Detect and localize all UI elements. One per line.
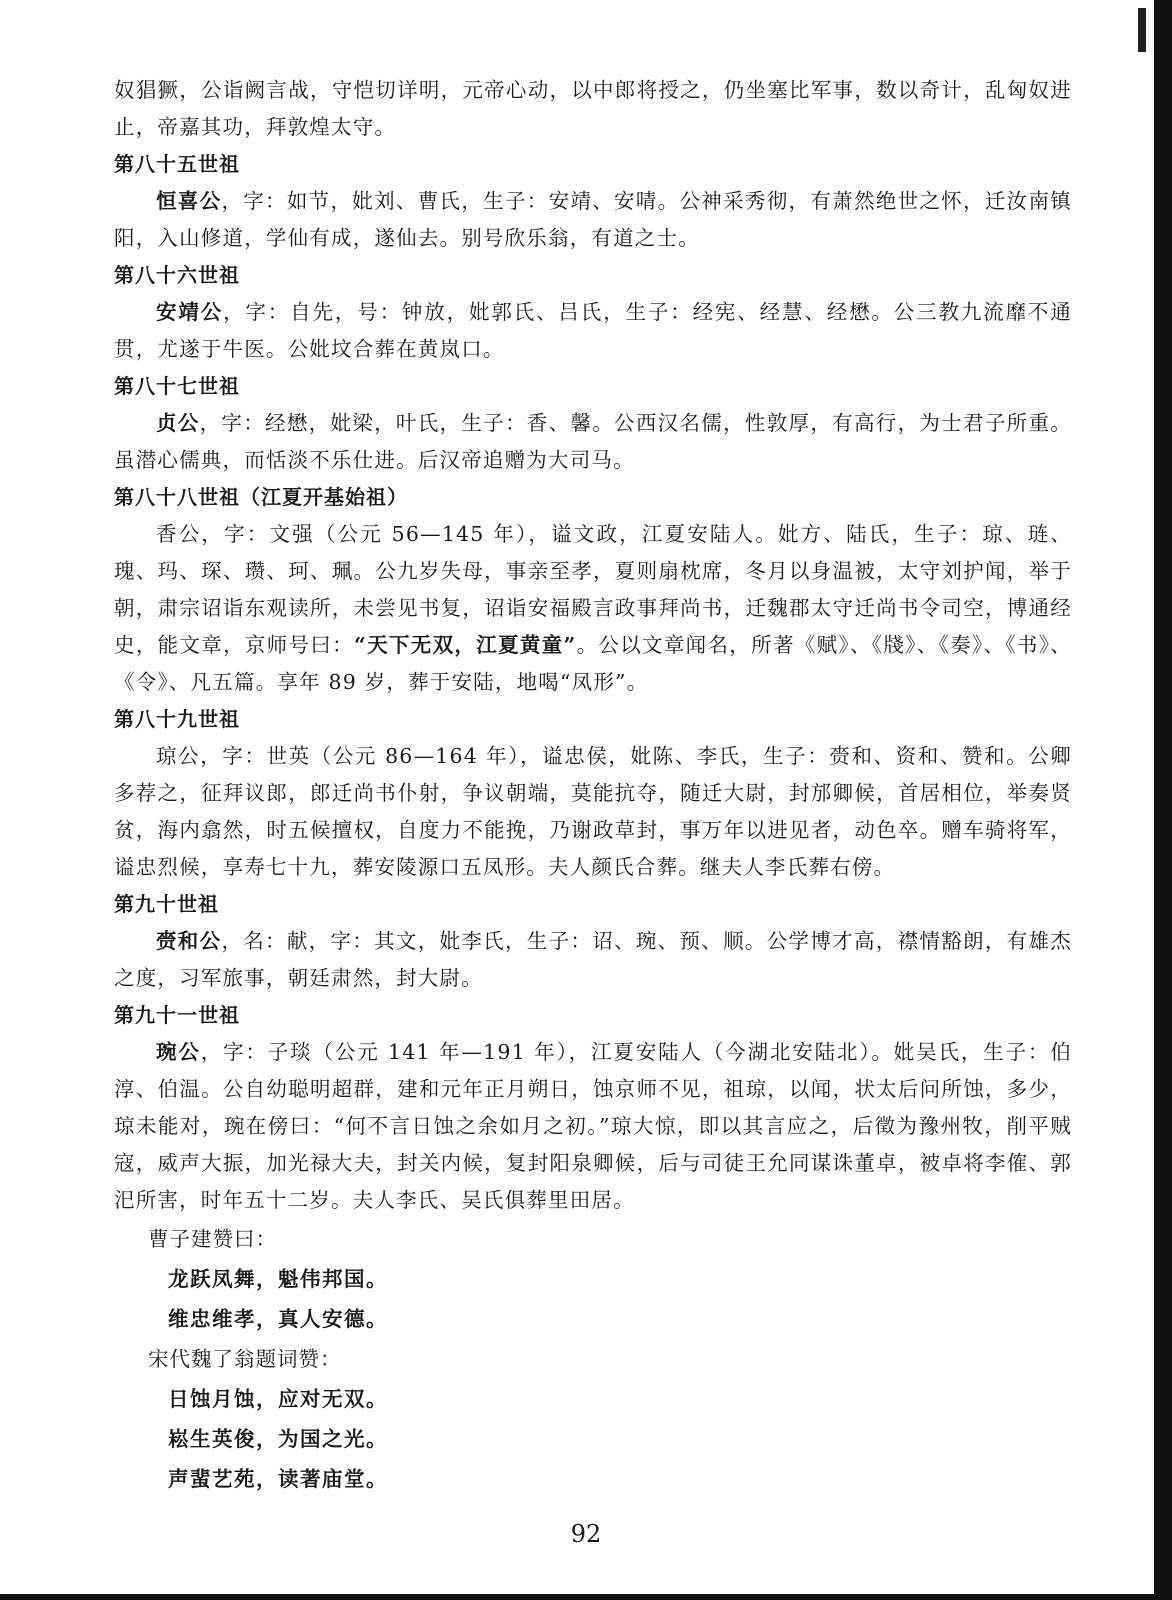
- paragraph-gen85: [114, 183, 1072, 257]
- poem-line: 崧生英俊，为国之光。: [168, 1427, 388, 1451]
- paragraph-gen86: [114, 294, 1072, 368]
- ancestor-name: 香公: [156, 522, 202, 546]
- paragraph-gen88: [114, 516, 1072, 701]
- paragraph-text: 。公以文章闻名，所著《赋》、《牋》、《奏》、《书》、《令》、凡五篇。享年 89 岁，葬于安陆，地喝“凤形”。: [114, 633, 1072, 694]
- heading-gen88: 第八十八世祖（江夏开基始祖）: [114, 485, 408, 509]
- scan-edge-bottom: [0, 1594, 1172, 1600]
- paragraph-gen87: [114, 405, 1072, 479]
- heading-gen86: 第八十六世祖: [114, 263, 240, 287]
- paragraph-gen91: [114, 1034, 1072, 1219]
- heading-gen90: 第九十世祖: [114, 892, 219, 916]
- paragraph-text: ，字：世英（公元 86—164 年），谥忠侯，妣陈、李氏，生子：赍和、资和、赞和。公卿多荐之，征拜议郎，郎迁尚书仆射，争议朝端，莫能抗夺，随迁大尉，封邡卿候，首居相位，举奏贤贫，海内翕然，时五候擅权，自度力不能挽，乃谢政草封，事万年以进见者，动色卒。赠车骑将军，谥忠烈候，享寿七十九，葬安陵源口五凤形。夫人颜氏合葬。继夫人李氏葬右傍。: [114, 744, 1072, 879]
- poem-intro-wei: 宋代魏了翁题词赞：: [148, 1347, 342, 1371]
- paragraph-gen89: [114, 738, 1072, 886]
- page-number: 92: [570, 1520, 602, 1548]
- paragraph-text: ，名：献，字：其文，妣李氏，生子：诏、琬、预、顺。公学博才高，襟情豁朗，有雄杰之度，习军旅事，朝廷肃然，封大尉。: [114, 929, 1072, 990]
- paragraph-gen90: [114, 923, 1072, 997]
- heading-gen87: 第八十七世祖: [114, 374, 240, 398]
- heading-gen89: 第八十九世祖: [114, 707, 240, 731]
- quote-text: “天下无双，江夏黄童”: [354, 633, 577, 657]
- paragraph-text: ，字：文强（公元 56—145 年），谥文政，江夏安陆人。妣方、陆氏，生子：琼、琏、瑰、玛、琛、瓒、珂、珮。公九岁失母，事亲至孝，夏则扇枕席，冬月以身温被，太守刘护闻，举于朝，肃宗诏诣东观读所，未尝见书复，诏诣安福殿言政事拜尚书，迁魏郡太守迁尚书令司空，博通经史，能文章，京师号曰：: [114, 522, 1072, 657]
- ancestor-name: 安靖公: [156, 300, 224, 324]
- scan-mark: [1138, 8, 1146, 52]
- ancestor-name: 恒喜公: [156, 189, 222, 213]
- scan-edge-right: [1154, 0, 1172, 1600]
- poem-line: 维忠维孝，真人安德。: [168, 1307, 388, 1331]
- paragraph-text: ，字：经懋，妣梁，叶氏，生子：香、馨。公西汉名儒，性敦厚，有高行，为士君子所重。虽潜心儒典，而恬淡不乐仕进。后汉帝追赠为大司马。: [114, 411, 1072, 472]
- paragraph-text: ，字：如节，妣刘、曹氏，生子：安靖、安啨。公神采秀彻，有萧然绝世之怀，迁汝南镇阳，入山修道，学仙有成，遂仙去。别号欣乐翁，有道之士。: [114, 189, 1072, 250]
- heading-gen85: 第八十五世祖: [114, 152, 240, 176]
- poem-line: 日蚀月蚀，应对无双。: [168, 1387, 388, 1411]
- ancestor-name: 琬公: [156, 1040, 201, 1064]
- ancestor-name: 赍和公: [156, 929, 222, 953]
- heading-gen91: 第九十一世祖: [114, 1003, 240, 1027]
- paragraph-text: ，字：子琰（公元 141 年—191 年），江夏安陆人（今湖北安陆北）。妣吴氏，生子：伯淳、伯温。公自幼聪明超群，建和元年正月朔日，蚀京师不见，祖琼，以闻，状太后问所蚀，多少，琼未能对，琬在傍曰：“何不言日蚀之余如月之初。”琼大惊，即以其言应之，后徵为豫州牧，削平贼寇，威声大振，加光禄大夫，封关内候，复封阳泉卿候，后与司徒王允同谋诛董卓，被卓将李傕、郭汜所害，时年五十二岁。夫人李氏、吴氏俱葬里田居。: [114, 1040, 1072, 1212]
- ancestor-name: 琼公: [156, 744, 201, 768]
- poem-intro-cao: 曹子建赞曰：: [148, 1227, 277, 1251]
- ancestor-name: 贞公: [156, 411, 200, 435]
- poem-line: 声蜚艺苑，读著庙堂。: [168, 1467, 388, 1491]
- poem-line: 龙跃凤舞，魁伟邦国。: [168, 1267, 388, 1291]
- intro-paragraph: 奴猖獗，公诣阙言战，守恺切详明，元帝心动，以中郎将授之，仍坐塞比军事，数以奇计，乱匈奴进止，帝嘉其功，拜敦煌太守。: [114, 78, 1072, 139]
- paragraph-text: ，字：自先，号：钟放，妣郭氏、吕氏，生子：经宪、经慧、经懋。公三教九流靡不通贯，尤遂于牛医。公妣坟合葬在黄岚口。: [114, 300, 1072, 361]
